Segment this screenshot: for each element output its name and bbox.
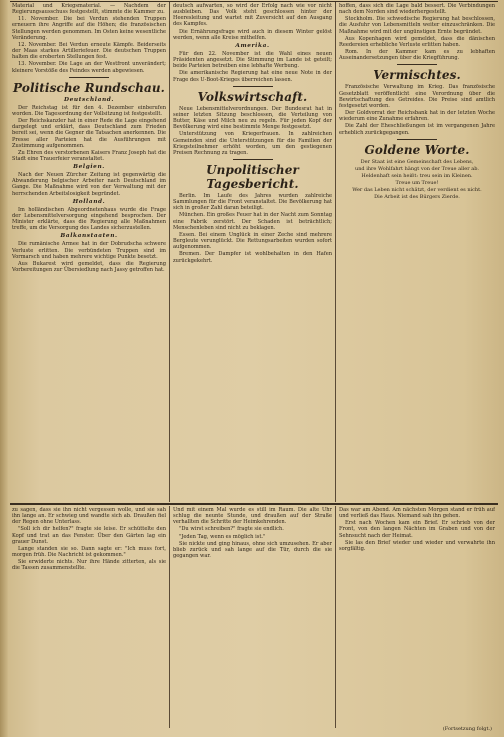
quote-line: Der Staat ist eine Gemeinschaft des Lebens, (360, 158, 474, 165)
paragraph: Der Goldvorrat der Reichsbank hat in der letzten Woche wiederum eine Zunahme erfahren. (339, 110, 495, 123)
section-rule (397, 64, 437, 65)
paragraph: zu sagen, dass sie ihn nicht vergessen wolle, und sie sah ihn lange an. Er schwieg und wandte sich ab. Draußen fiel der Regen ohne Unterlass. (12, 507, 166, 526)
paragraph: Für den 22. November ist die Wahl eines neuen Präsidenten angesetzt. Die Stimmung im Lande ist geteilt; beide Parteien betreiben eine lebhafte Werbung. (173, 50, 332, 70)
paragraph: Sie nickte und ging hinaus, ohne sich umzusehen. Er aber blieb zurück und sah lange auf die Tür, durch die sie gegangen war. (173, 540, 332, 560)
section-rule (69, 77, 109, 78)
paragraph: Bremen. Der Dampfer ist wohlbehalten in den Hafen zurückgekehrt. (173, 251, 332, 264)
section-rule (233, 86, 273, 87)
paragraph: Im holländischen Abgeordnetenhaus wurde die Frage der Lebensmittelversorgung eingehend besprochen. Der Minister erklärte, dass die Regierung alle Maßnahmen treffe, um die Versorgung des Landes sicherzustellen. (12, 206, 166, 232)
story-column-3 (339, 507, 495, 723)
paragraph: Der Reichskanzler hat in einer Rede die Lage eingehend dargelegt und erklärt, dass Deutschland zum Frieden bereit sei, wenn die Gegner die Tatsachen anerkennen. Die Presse aller Parteien hat die Ausführungen mit Zustimmung aufgenommen. (12, 118, 166, 149)
top-rule (10, 1, 498, 2)
headline-volkswirtschaft: Volkswirtschaft. (197, 89, 308, 104)
headline-unpolitischer-tagesbericht: Unpolitischer Tagesbericht. (206, 162, 299, 191)
story-column-1 (12, 507, 166, 725)
story-column-2 (173, 507, 332, 725)
paragraph: Aus Bukarest wird gemeldet, dass die Regierung Vorbereitungen zur Übersiedlung nach Jassy getroffen hat. (12, 260, 166, 273)
paragraph: Stockholm. Die schwedische Regierung hat beschlossen, die Ausfuhr von Lebensmitteln weiter einzuschränken. Die Maßnahme wird mit der ungünstigen Ernte begründet. (339, 16, 495, 35)
paragraph: Und mit einem Mal wurde es still im Raum. Die alte Uhr schlug die neunte Stunde, und draußen auf der Straße verhallten die Schritte der Heimkehrenden. (173, 507, 332, 526)
headline-vermischtes: Vermischtes. (373, 68, 461, 83)
page-edge-shadow (0, 0, 8, 737)
paragraph: Material und Kriegsmaterial. — Nachdem der Regierungsausschuss festgestellt, stimmte die Kammer zu. (12, 3, 166, 16)
paragraph: 12. November. Bei Verdun erneute Kämpfe. Beiderseits der Maas starkes Artilleriefeuer. Die deutschen Truppen halten die eroberten Stellungen fest. (12, 41, 166, 61)
column-3 (339, 3, 495, 500)
subhead-balkanstaaten: Balkanstaaten. (60, 233, 118, 240)
paragraph: "Jeden Tag, wenn es möglich ist." (179, 533, 266, 540)
paragraph: Französische Verwaltung im Krieg. Das französische Gesetzblatt veröffentlicht eine Verordnung über die Bewirtschaftung des Getreides. Die Preise sind amtlich festgesetzt worden. (339, 84, 495, 109)
paragraph: Der Reichstag ist für den 4. Dezember einberufen worden. Die Tagesordnung der Vollsitzung ist festgestellt. (12, 104, 166, 117)
paragraph: Sie las den Brief wieder und wieder und verwahrte ihn sorgfältig. (339, 539, 495, 552)
feuilleton-rule (10, 503, 498, 505)
paragraph: Aus Kopenhagen wird gemeldet, dass die dänischen Reedereien erhebliche Verluste erlitten haben. (339, 35, 495, 48)
paragraph: Die Zahl der Eheschließungen ist im vergangenen Jahre erheblich zurückgegangen. (339, 123, 495, 136)
paragraph: 13. November. Die Lage an der Westfront unverändert; kleinere Vorstöße des Feindes werden abgewiesen. (12, 61, 166, 74)
paragraph: Zu Ehren des verstorbenen Kaisers Franz Joseph hat die Stadt eine Trauerfeier veranstaltet. (12, 149, 166, 162)
paragraph: Die amerikanische Regierung hat eine neue Note in der Frage des U-Boot-Krieges überreichen lassen. (173, 70, 332, 83)
subhead-amerika: Amerika. (235, 42, 270, 49)
column-divider-2 (335, 2, 336, 502)
paragraph: Die rumänische Armee hat in der Dobrudscha schwere Verluste erlitten. Die verbündeten Truppen sind im Vormarsch und haben mehrere wichtige Punkte besetzt. (12, 241, 166, 260)
column-divider-3 (169, 506, 170, 728)
headline-politische-rundschau: Politische Rundschau. (13, 80, 165, 95)
quote-line: Die Arbeit ist des Bürgers Zierde. (374, 194, 460, 201)
column-divider-1 (169, 2, 170, 502)
paragraph: Das war am Abend. Am nächsten Morgen stand er früh auf und verließ das Haus. Niemand sah ihn gehen. (339, 507, 495, 520)
paragraph: München. Ein großes Feuer hat in der Nacht zum Sonntag eine Fabrik zerstört. Der Schaden ist beträchtlich; Menschenleben sind nicht zu beklagen. (173, 212, 332, 231)
paragraph: "Du wirst schreiben?" fragte sie endlich. (179, 526, 284, 533)
paragraph: 11. November. Die bei Verdun stehenden Truppen erneuern ihre Angriffe auf die Höhen; die französischen Stellungen werden genommen. Im Osten keine wesentliche Veränderung. (12, 16, 166, 41)
subhead-belgien: Belgien. (73, 164, 105, 171)
subhead-holland: Holland. (72, 198, 106, 205)
paragraph: Neue Lebensmittelverordnungen. Der Bundesrat hat in seiner letzten Sitzung beschlossen, die Verteilung von Butter, Käse und Milch neu zu regeln. Für jeden Kopf der Bevölkerung wird eine bestimmte Menge festgesetzt. (173, 105, 332, 131)
quote-line: Wer das Leben nicht schätzt, der verdient es nicht. (352, 187, 482, 194)
paragraph: Die Ernährungsfrage wird auch in diesem Winter gelöst werden, wenn alle Kreise mithelfen. (173, 28, 332, 41)
column-divider-4 (335, 506, 336, 728)
paragraph: hoffen, dass sich die Lage bald bessert. Die Verbindungen nach dem Norden sind wiederhergestellt. (339, 3, 495, 16)
section-rule (233, 159, 273, 160)
continuation-note: (Fortsetzung folgt.) (442, 726, 492, 732)
paragraph: Nach der Neuen Zürcher Zeitung ist gegenwärtig die Abwanderung belgischer Arbeiter nach Deutschland im Gange. Die Maßnahme wird von der Verwaltung mit der herrschenden Arbeitslosigkeit begründet. (12, 172, 166, 197)
paragraph: Sie erwiderte nichts. Nur ihre Hände zitterten, als sie die Tassen zusammenstellte. (12, 559, 166, 572)
subhead-deutschland: Deutschland. (63, 96, 115, 103)
headline-goldene-worte: Goldene Worte. (364, 142, 470, 157)
paragraph: Unterstützung von Kriegerfrauen. In zahlreichen Gemeinden sind die Unterstützungen für die Familien der Kriegsteilnehmer erhöht worden, um den gestiegenen Preisen Rechnung zu tragen. (173, 131, 332, 156)
paragraph: Lange standen sie so. Dann sagte er: "Ich muss fort, morgen früh. Die Nachricht ist gekommen." (12, 545, 166, 559)
column-2 (173, 3, 332, 500)
quote-line: Treue um Treue! (395, 180, 439, 187)
section-rule (397, 139, 437, 140)
paragraph: deutsch aufwarten, so wird der Erfolg nach wie vor nicht ausbleiben. Das Volk steht geschlossen hinter der Heeresleitung und wartet mit Zuversicht auf den Ausgang des Kampfes. (173, 3, 332, 28)
column-1 (12, 3, 166, 500)
paragraph: "Soll ich dir helfen?" fragte sie leise. Er schüttelte den Kopf und trat an das Fenster. Über den Gärten lag ein grauer Dunst. (12, 526, 166, 545)
paragraph: Essen. Bei einem Unglück in einer Zeche sind mehrere Bergleute verunglückt. Die Rettungsarbeiten wurden sofort aufgenommen. (173, 231, 332, 251)
quote-line: und ihre Wohlfahrt hängt von der Treue aller ab. (354, 165, 479, 172)
paragraph: Rom. In der Kammer kam es zu lebhaften Auseinandersetzungen über die Kriegführung. (339, 49, 495, 62)
quote-line: Heldenhaft sein heißt: treu sein im Kleinen. (361, 172, 473, 179)
paragraph: Berlin. Im Laufe des Jahres wurden zahlreiche Sammlungen für die Front veranstaltet. Die Bevölkerung hat sich in großer Zahl daran beteiligt. (173, 192, 332, 212)
paragraph: Erst nach Wochen kam ein Brief. Er schrieb von der Front, von den langen Nächten im Graben und von der Sehnsucht nach der Heimat. (339, 520, 495, 539)
